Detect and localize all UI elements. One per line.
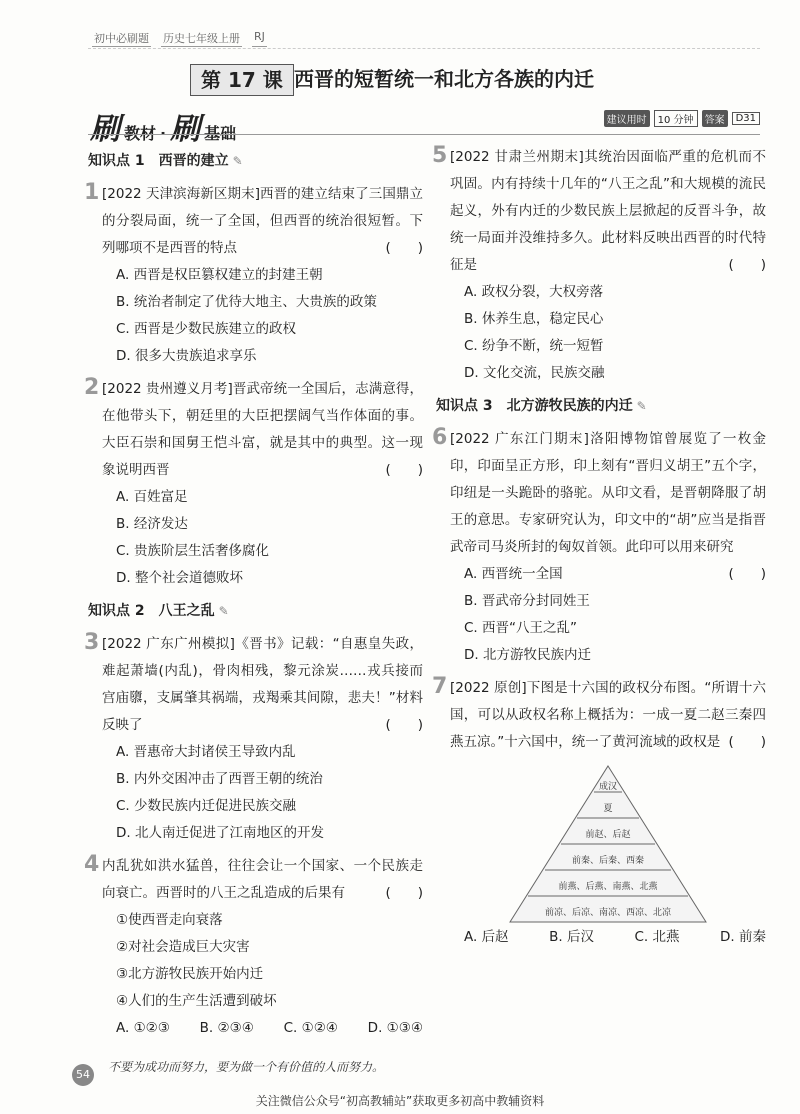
left-column [84, 144, 423, 1048]
question [432, 674, 766, 951]
question [432, 143, 766, 387]
time-label: 建议用时 [604, 110, 650, 127]
pyramid-tier-1: 成汉 [598, 782, 617, 792]
option-c: C. 纷争不断，统一短暂 [464, 338, 604, 354]
question-number: 2 [84, 375, 100, 400]
question-number: 5 [432, 143, 448, 168]
answer-paren: ( ) [385, 462, 423, 478]
question-stem: [2022 原创]下图是十六国的政权分布图。“所谓十六国，可以从政权名称上概括为：一成一夏二赵三秦四燕五凉。”十六国中，统一了黄河流域的政权是 [450, 680, 766, 750]
question [84, 180, 423, 370]
header-divider [88, 48, 760, 49]
option-d: D. 北方游牧民族内迁 [464, 647, 591, 663]
answer-value: D31 [732, 112, 760, 125]
question-stem: 内乱犹如洪水猛兽，往往会让一个国家、一个民族走向衰亡。西晋时的八王之乱造成的后果有 [102, 858, 423, 901]
section-heading [90, 104, 236, 148]
question-number: 7 [432, 674, 448, 699]
option-a: A. 西晋统一全国 [464, 566, 563, 582]
page-number: 54 [72, 1064, 94, 1086]
question-number: 4 [84, 852, 100, 877]
knowledge-point-label: 知识点 2 八王之乱 [88, 603, 215, 619]
statement-3: ③北方游牧民族开始内迁 [116, 966, 264, 982]
section-part1: 刷 [90, 112, 120, 147]
sixteen-kingdoms-pyramid [508, 764, 708, 924]
section-divider [88, 134, 760, 135]
answer-label: 答案 [702, 110, 728, 127]
question-number: 3 [84, 630, 100, 655]
options-row [450, 924, 766, 951]
section-meta [604, 110, 760, 127]
question-stem: [2022 广东江门期末]洛阳博物馆曾展览了一枚金印，印面呈正方形，印上刻有“晋归义胡王”五个字，印纽是一头跪卧的骆驼。从印文看，是晋朝降服了胡王的意思。专家研究认为，印文中的“胡”应当是指晋武帝司马炎所封的匈奴首领。此印可以用来研究 [450, 431, 766, 555]
pen-icon: ✎ [218, 604, 229, 618]
question [84, 630, 423, 847]
answer-paren: ( ) [728, 566, 766, 582]
answer-paren: ( ) [728, 257, 766, 273]
option-b: B. 休养生息，稳定民心 [464, 311, 604, 327]
time-value: 10 分钟 [654, 110, 698, 127]
question-number: 6 [432, 425, 448, 450]
pyramid-tier-5: 前燕、后燕、南燕、北燕 [558, 882, 658, 892]
lesson-badge: 第 17 课 [190, 64, 294, 96]
option-c: C. 西晋“八王之乱” [464, 620, 577, 636]
statement-4: ④人们的生产生活遭到破坏 [116, 993, 277, 1009]
knowledge-point-label: 知识点 1 西晋的建立 [88, 153, 229, 169]
lesson-title: 西晋的短暂统一和北方各族的内迁 [294, 67, 594, 91]
option-d: D. 文化交流，民族交融 [464, 365, 605, 381]
option-c: C. 西晋是少数民族建立的政权 [116, 321, 297, 337]
pyramid-tier-3: 前赵、后赵 [585, 830, 631, 840]
option-a: A. 西晋是权臣篡权建立的封建王朝 [116, 267, 323, 283]
option-a: A. 百姓富足 [116, 489, 188, 505]
answer-paren: ( ) [728, 734, 766, 750]
options-row [102, 1015, 423, 1042]
option-d: D. ①③④ [367, 1020, 423, 1036]
answer-paren: ( ) [385, 885, 423, 901]
option-b: B. 内外交困冲击了西晋王朝的统治 [116, 771, 323, 787]
knowledge-point-heading [88, 148, 423, 175]
option-b: B. 晋武帝分封同姓王 [464, 593, 590, 609]
answer-paren: ( ) [385, 240, 423, 256]
knowledge-point-heading [88, 598, 423, 625]
pyramid-tier-2: 夏 [603, 804, 613, 814]
option-d: D. 北人南迁促进了江南地区的开发 [116, 825, 324, 841]
option-c: C. ①②④ [283, 1020, 338, 1036]
pen-icon: ✎ [636, 399, 647, 413]
header-tag: 初中必刷题 [94, 32, 149, 45]
option-d: D. 前秦 [720, 929, 766, 945]
question-stem: [2022 甘肃兰州期末]其统治因面临严重的危机而不巩固。内有持续十几年的“八王之乱”和大规模的流民起义，外有内迁的少数民族上层掀起的反晋斗争，故统一局面并没维持多久。此材料反映出西晋的时代特征是 [450, 149, 766, 273]
option-b: B. ②③④ [199, 1020, 254, 1036]
option-a: A. ①②③ [116, 1020, 170, 1036]
statement-2: ②对社会造成巨大灾害 [116, 939, 250, 955]
right-column [432, 143, 766, 957]
question [84, 852, 423, 1042]
knowledge-point-heading [436, 393, 766, 420]
header-tags [92, 30, 267, 47]
statement-1: ①使西晋走向衰落 [116, 912, 223, 928]
option-b: B. 后汉 [549, 929, 594, 945]
question-number: 1 [84, 180, 100, 205]
header-tag: 历史七年级上册 [163, 32, 240, 45]
pyramid-tier-6: 前凉、后凉、南凉、西凉、北凉 [544, 908, 671, 918]
option-d: D. 整个社会道德败坏 [116, 570, 243, 586]
answer-paren: ( ) [385, 717, 423, 733]
question [84, 375, 423, 592]
option-c: C. 少数民族内迁促进民族交融 [116, 798, 297, 814]
question [432, 425, 766, 669]
question-stem: [2022 贵州遵义月考]晋武帝统一全国后，志满意得，在他带头下，朝廷里的大臣把摆阔气当作体面的事。大臣石崇和国舅王恺斗富，就是其中的典型。这一现象说明西晋 [102, 381, 423, 478]
footer-motto: 不要为成功而努力，要为做一个有价值的人而努力。 [108, 1060, 385, 1074]
option-c: C. 北燕 [634, 929, 680, 945]
pyramid-tier-4: 前秦、后秦、西秦 [571, 856, 644, 866]
option-c: C. 贵族阶层生活奢侈腐化 [116, 543, 270, 559]
question-stem: [2022 天津滨海新区期末]西晋的建立结束了三国鼎立的分裂局面，统一了全国，但西晋的统治很短暂。下列哪项不是西晋的特点 [102, 186, 423, 256]
option-b: B. 经济发达 [116, 516, 188, 532]
section-part2-sub: 基础 [204, 124, 237, 143]
section-part1-sub: 教材 [124, 124, 157, 143]
footer-promo: 关注微信公众号“初高教辅站”获取更多初高中教辅资料 [255, 1094, 545, 1108]
section-dot: · [160, 124, 167, 143]
pen-icon: ✎ [232, 154, 243, 168]
knowledge-point-label: 知识点 3 北方游牧民族的内迁 [436, 398, 633, 414]
option-d: D. 很多大贵族追求享乐 [116, 348, 257, 364]
option-a: A. 后赵 [464, 929, 509, 945]
section-part2: 刷 [170, 112, 201, 147]
header-tag: RJ [252, 30, 267, 47]
option-a: A. 晋惠帝大封诸侯王导致内乱 [116, 744, 296, 760]
option-a: A. 政权分裂，大权旁落 [464, 284, 604, 300]
question-stem: [2022 广东广州模拟]《晋书》记载：“自惠皇失政，难起萧墙(内乱)，骨肉相残，黎元涂炭……戎兵接而宫庙隳，支属肇其祸端，戎羯乘其间隙，悲夫！”材料反映了 [102, 636, 423, 733]
option-b: B. 统治者制定了优待大地主、大贵族的政策 [116, 294, 377, 310]
